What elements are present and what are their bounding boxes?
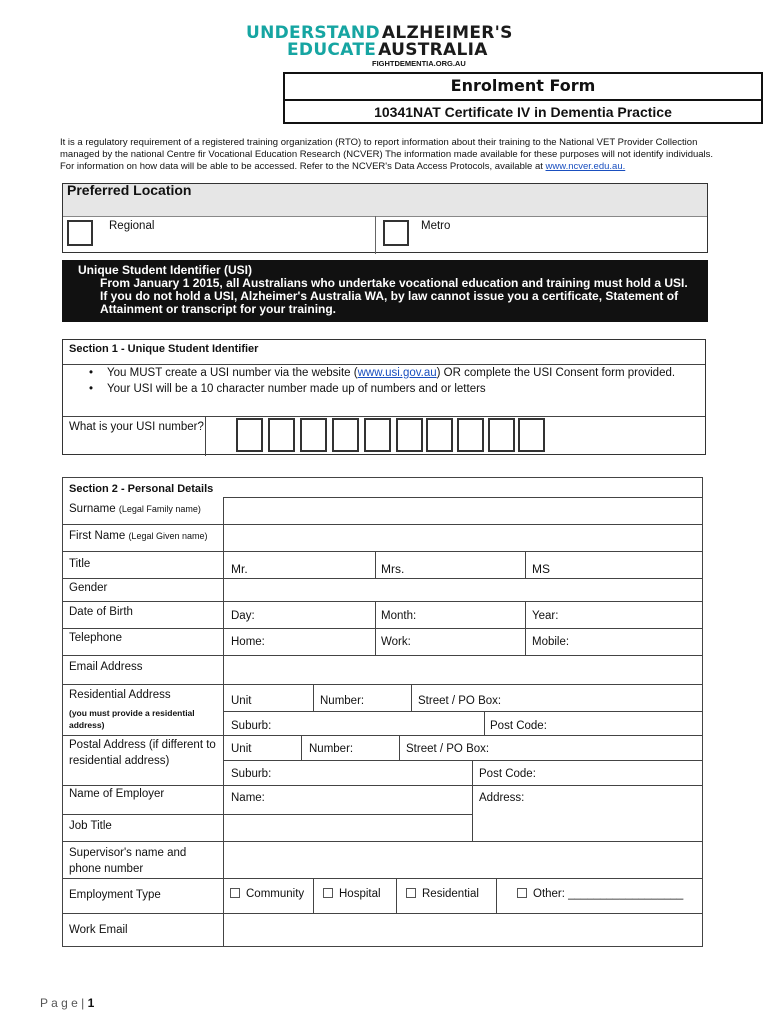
usi-question: What is your USI number? [69,421,204,433]
usi-bullet-2: • Your USI will be a 10 character number made up of numbers and or letters [89,383,486,395]
usi-char-box[interactable] [332,418,359,452]
title-label: Title [69,558,91,570]
regional-checkbox[interactable] [67,220,93,246]
preferred-location-box [62,183,708,253]
intro-line-1: It is a regulatory requirement of a registered training organization (RTO) to report information about their training to the National VET Provider Collection [60,137,698,148]
employment-hospital-option[interactable]: Hospital [323,888,381,900]
title-divider [285,99,761,101]
postal-address-label-2: residential address) [69,755,170,767]
firstname-label: First Name (Legal Given name) [69,530,208,542]
form-subtitle: 10341NAT Certificate IV in Dementia Practice [374,104,672,120]
logo-url: FIGHTDEMENTIA.ORG.AU [372,59,466,68]
postal-suburb-field[interactable]: Suburb: [231,768,272,780]
usi-banner-line-3: Attainment or transcript for your training. [100,302,337,316]
res-street-field[interactable]: Street / PO Box: [418,695,502,707]
usi-row-divider [63,416,705,417]
email-label: Email Address [69,661,143,673]
supervisor-input[interactable] [226,844,700,876]
regional-label: Regional [109,220,155,232]
usi-banner-line-1: From January 1 2015, all Australians who undertake vocational education and training must hold a USI. [100,276,688,290]
checkbox-icon[interactable] [517,888,527,898]
form-title-box [283,72,763,124]
usi-banner-heading: Unique Student Identifier (USI) [78,263,252,277]
usi-char-box[interactable] [268,418,295,452]
residential-address-label: Residential Address [69,689,171,701]
section2-heading: Section 2 - Personal Details [69,483,214,495]
job-title-input[interactable] [226,817,470,839]
form-title: Enrolment Form [450,76,596,95]
telephone-label: Telephone [69,632,123,644]
usi-char-box[interactable] [236,418,263,452]
usi-char-box[interactable] [300,418,327,452]
work-email-label: Work Email [69,924,128,936]
page-number: P a g e | 1 [40,996,95,1010]
employment-community-option[interactable]: Community [230,888,304,900]
metro-checkbox[interactable] [383,220,409,246]
gender-input[interactable] [226,580,700,599]
phone-home-field[interactable]: Home: [231,636,265,648]
surname-input[interactable] [226,500,700,522]
dob-label: Date of Birth [69,606,133,618]
res-number-field[interactable]: Number: [320,695,365,707]
dob-month-field[interactable]: Month: [381,610,417,622]
section2-label-divider [223,497,224,947]
surname-label: Surname (Legal Family name) [69,503,201,515]
usi-char-box[interactable] [457,418,484,452]
employment-residential-option[interactable]: Residential [406,888,479,900]
employer-label: Name of Employer [69,788,165,800]
work-email-input[interactable] [226,916,700,944]
res-suburb-field[interactable]: Suburb: [231,720,272,732]
usi-char-box[interactable] [364,418,391,452]
intro-text [60,137,760,173]
title-mrs-option[interactable]: Mrs. [381,562,405,576]
usi-link[interactable]: www.usi.gov.au [357,367,437,379]
section1-divider [63,364,705,365]
title-mr-option[interactable]: Mr. [231,562,248,576]
usi-label-divider [205,416,206,456]
employer-name-field[interactable]: Name: [231,792,265,804]
firstname-input[interactable] [226,527,700,549]
residential-note-1: (you must provide a residential [69,708,195,718]
dob-day-field[interactable]: Day: [231,610,255,622]
usi-bullet-1: • You MUST create a USI number via the website (www.usi.gov.au) OR complete the USI Consent form provided. [89,367,676,379]
checkbox-icon[interactable] [323,888,333,898]
usi-banner-line-2: If you do not hold a USI, Alzheimer's Australia WA, by law cannot issue you a certificate, Statement of [100,289,679,303]
job-title-label: Job Title [69,820,112,832]
employer-address-field[interactable]: Address: [479,792,525,804]
residential-note-2: address) [69,720,105,730]
ncver-link[interactable]: www.ncver.edu.au. [545,161,626,172]
postal-number-field[interactable]: Number: [309,743,354,755]
supervisor-label-1: Supervisor's name and [69,847,187,859]
postal-address-label-1: Postal Address (if different to [69,739,216,751]
res-postcode-field[interactable]: Post Code: [490,720,547,732]
employment-type-label: Employment Type [69,889,161,901]
usi-char-box[interactable] [488,418,515,452]
email-input[interactable] [226,658,700,682]
usi-char-box[interactable] [518,418,545,452]
section1-heading: Section 1 - Unique Student Identifier [69,343,259,355]
title-ms-option[interactable]: MS [532,562,550,576]
postal-street-field[interactable]: Street / PO Box: [406,743,490,755]
checkbox-icon[interactable] [406,888,416,898]
supervisor-label-2: phone number [69,863,144,875]
preferred-location-heading: Preferred Location [67,182,192,198]
location-divider [375,216,376,254]
usi-char-box[interactable] [396,418,423,452]
employment-other-option[interactable]: Other: __________________ [517,888,683,900]
postal-postcode-field[interactable]: Post Code: [479,768,536,780]
intro-line-3: For information on how data will be able to be accessed. Refer to the NCVER's Data Access Protocols, available at www.ncver.edu.au. [60,161,626,172]
res-unit-field[interactable]: Unit [231,695,252,707]
dob-year-field[interactable]: Year: [532,610,559,622]
usi-char-box[interactable] [426,418,453,452]
usi-banner [62,260,708,322]
phone-work-field[interactable]: Work: [381,636,411,648]
metro-label: Metro [421,220,451,232]
postal-unit-field[interactable]: Unit [231,743,252,755]
gender-label: Gender [69,582,108,594]
phone-mobile-field[interactable]: Mobile: [532,636,570,648]
logo-line-1: UNDERSTAND ALZHEIMER'S [246,23,513,43]
intro-line-2: managed by the national Centre fir Vocational Education Research (NCVER) The information made available for these purposes will not identify individuals. [60,149,714,160]
logo-line-2: EDUCATE AUSTRALIA [287,40,488,60]
checkbox-icon[interactable] [230,888,240,898]
